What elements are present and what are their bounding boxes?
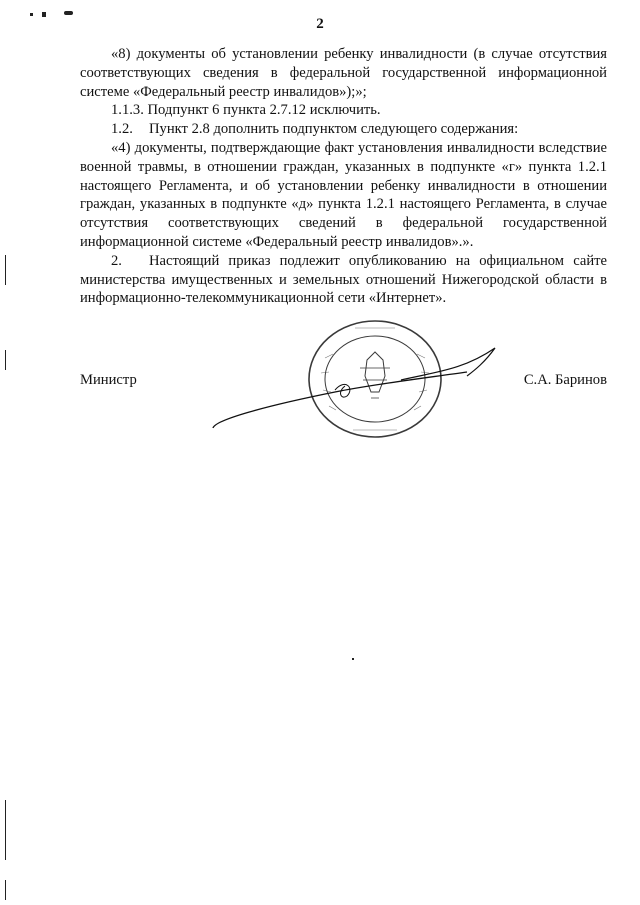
paragraph-number: 1.2.: [111, 121, 133, 138]
signature-block: [80, 372, 607, 392]
paragraph-military-trauma: «4) документы, подтверждающие факт установления инвалидности вследствие военной травмы, в отношении граждан, указанных в подпункте «г» пункта 1.2.1 настоящего Регламента, и об установлении ребенку инвалидности в отношении граждан, указанных в подпункте «д» пункта 1.2.1 настоящего Регламента, в случае отсутствия соответствующих сведений в федеральной государственной информационной системе «Федеральный реестр инвалидов».».: [80, 139, 607, 250]
signatory-title: Министр: [80, 372, 137, 388]
paragraph-documents-disability: «8) документы об установлении ребенку инвалидности (в случае отсутствия соответствующих сведения в федеральной государственной информационной системе «Федеральный реестр инвалидов»);»;: [80, 46, 607, 100]
scan-artifact-left-edge: [5, 255, 6, 285]
scan-artifact-left-edge: [5, 880, 6, 900]
scan-artifact-top-left: [30, 13, 33, 16]
scan-artifact-left-edge: [5, 350, 6, 370]
page-number: 2: [316, 16, 324, 32]
paragraph-text: Пункт 2.8 дополнить подпунктом следующего содержания:: [149, 121, 519, 138]
paragraph-publication: [80, 252, 607, 308]
scan-artifact-dot: [352, 658, 354, 660]
paragraph-text: Настоящий приказ подлежит опубликованию на официальном сайте министерства имущественных и земельных отношений Нижегородской области в информационно-телекоммуникационной сети «Интернет».: [80, 252, 607, 307]
scan-artifact-top-left: [64, 11, 73, 15]
paragraph-number: 2.: [111, 252, 122, 269]
scan-artifact-top-left: [42, 12, 46, 17]
paragraph-amend-2-8: [80, 120, 607, 139]
document-body: [80, 45, 607, 308]
signatory-name: С.А. Баринов: [523, 372, 607, 388]
scan-artifact-left-edge: [5, 800, 6, 860]
paragraph-exclude-subpoint: 1.1.3. Подпункт 6 пункта 2.7.12 исключить.: [111, 102, 381, 119]
